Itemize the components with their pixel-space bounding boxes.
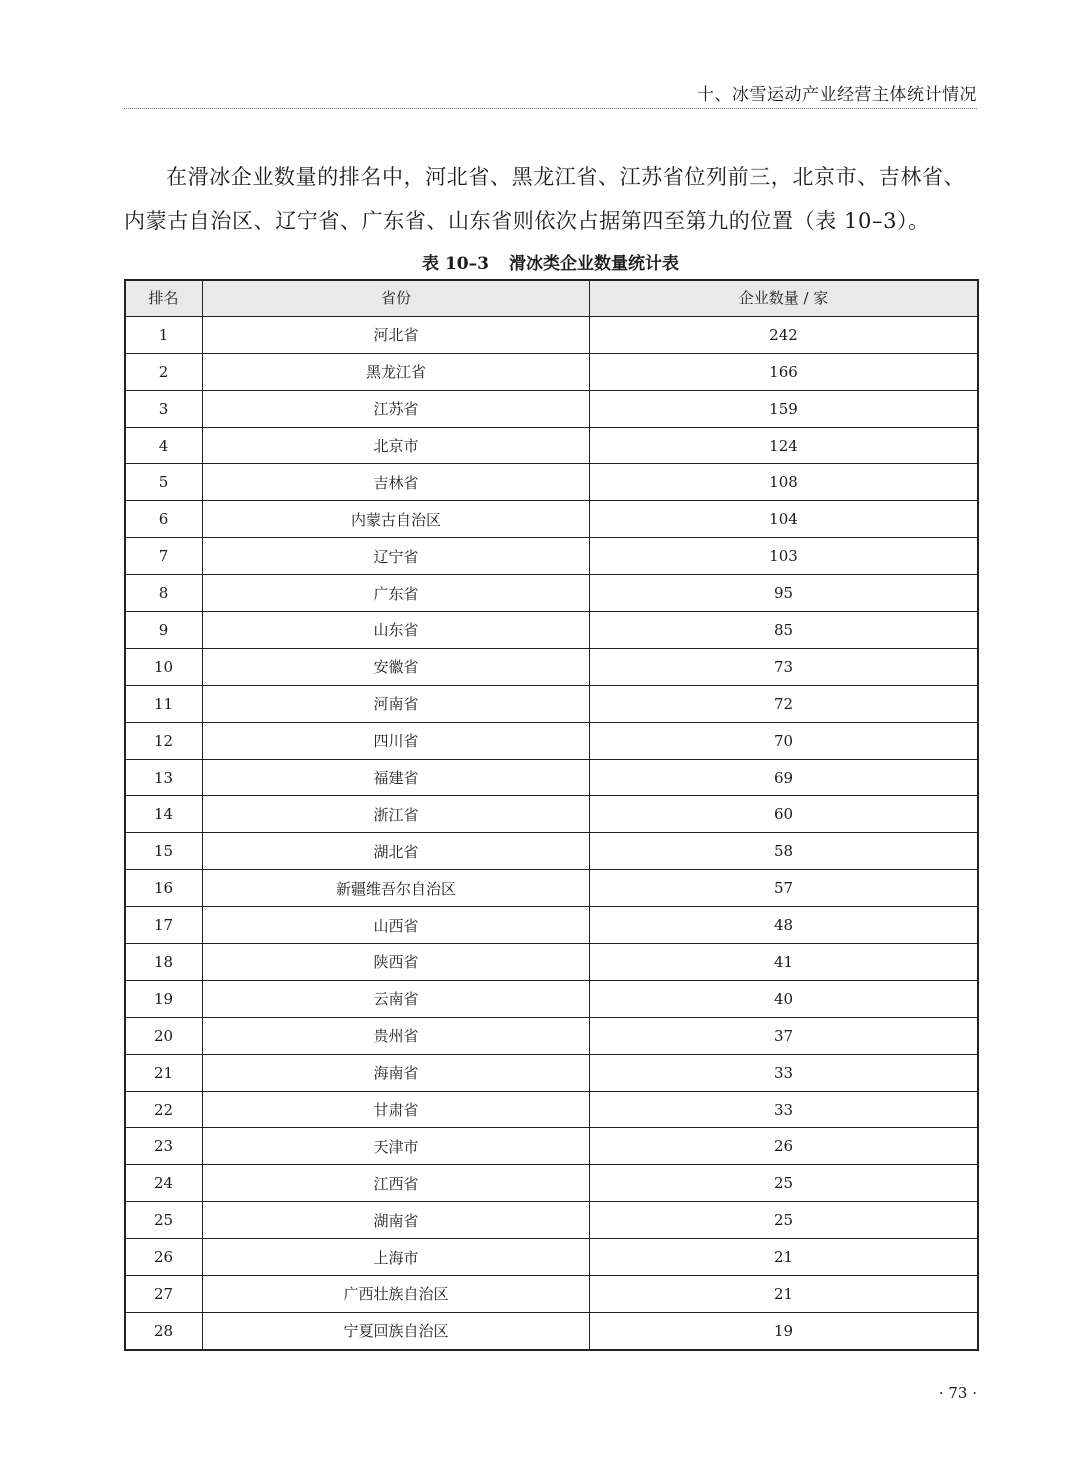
rank-cell: 16: [125, 870, 203, 907]
province-cell: 内蒙古自治区: [203, 501, 590, 538]
rank-cell: 1: [125, 316, 203, 353]
province-cell: 广东省: [203, 575, 590, 612]
count-cell: 25: [590, 1202, 978, 1239]
count-cell: 108: [590, 464, 978, 501]
table-caption: [124, 251, 977, 277]
rank-cell: 18: [125, 944, 203, 981]
table-row: [125, 685, 978, 722]
table-row: [125, 980, 978, 1017]
header-rank: 排名: [125, 280, 203, 317]
table-caption-number: 表 10–3: [422, 254, 489, 274]
rank-cell: 27: [125, 1276, 203, 1313]
province-cell: 江西省: [203, 1165, 590, 1202]
province-cell: 黑龙江省: [203, 353, 590, 390]
table-row: [125, 907, 978, 944]
table-row: [125, 796, 978, 833]
count-cell: 159: [590, 390, 978, 427]
rank-cell: 14: [125, 796, 203, 833]
count-cell: 58: [590, 833, 978, 870]
rank-cell: 10: [125, 648, 203, 685]
province-cell: 云南省: [203, 980, 590, 1017]
province-cell: 山东省: [203, 612, 590, 649]
table-row: [125, 1312, 978, 1349]
province-cell: 甘肃省: [203, 1091, 590, 1128]
table-row: [125, 427, 978, 464]
count-cell: 21: [590, 1276, 978, 1313]
rank-cell: 5: [125, 464, 203, 501]
count-cell: 85: [590, 612, 978, 649]
count-cell: 33: [590, 1054, 978, 1091]
count-cell: 25: [590, 1165, 978, 1202]
province-cell: 山西省: [203, 907, 590, 944]
province-cell: 海南省: [203, 1054, 590, 1091]
rank-cell: 11: [125, 685, 203, 722]
table-row: [125, 1239, 978, 1276]
province-cell: 江苏省: [203, 390, 590, 427]
table-row: [125, 1017, 978, 1054]
province-cell: 河南省: [203, 685, 590, 722]
table-row: [125, 1054, 978, 1091]
province-cell: 浙江省: [203, 796, 590, 833]
rank-cell: 20: [125, 1017, 203, 1054]
table-row: [125, 390, 978, 427]
table-row: [125, 464, 978, 501]
province-cell: 上海市: [203, 1239, 590, 1276]
count-cell: 242: [590, 316, 978, 353]
table-row: [125, 648, 978, 685]
table-row: [125, 538, 978, 575]
table-row: [125, 833, 978, 870]
province-cell: 吉林省: [203, 464, 590, 501]
header-count: 企业数量 / 家: [590, 280, 978, 317]
count-cell: 21: [590, 1239, 978, 1276]
count-cell: 124: [590, 427, 978, 464]
table-row: [125, 870, 978, 907]
table-row: [125, 1165, 978, 1202]
count-cell: 72: [590, 685, 978, 722]
rank-cell: 25: [125, 1202, 203, 1239]
province-cell: 湖北省: [203, 833, 590, 870]
table-row: [125, 759, 978, 796]
table-row: [125, 1128, 978, 1165]
rank-cell: 24: [125, 1165, 203, 1202]
rank-cell: 2: [125, 353, 203, 390]
running-header: [124, 78, 977, 109]
province-cell: 陕西省: [203, 944, 590, 981]
province-cell: 广西壮族自治区: [203, 1276, 590, 1313]
province-cell: 天津市: [203, 1128, 590, 1165]
province-cell: 宁夏回族自治区: [203, 1312, 590, 1349]
province-cell: 安徽省: [203, 648, 590, 685]
count-cell: 26: [590, 1128, 978, 1165]
province-cell: 新疆维吾尔自治区: [203, 870, 590, 907]
table-row: [125, 353, 978, 390]
rank-cell: 26: [125, 1239, 203, 1276]
rank-cell: 13: [125, 759, 203, 796]
count-cell: 57: [590, 870, 978, 907]
table-row: [125, 722, 978, 759]
table-row: [125, 316, 978, 353]
count-cell: 60: [590, 796, 978, 833]
rank-cell: 3: [125, 390, 203, 427]
province-cell: 贵州省: [203, 1017, 590, 1054]
table-caption-title: 滑冰类企业数量统计表: [508, 254, 679, 274]
count-cell: 48: [590, 907, 978, 944]
province-cell: 湖南省: [203, 1202, 590, 1239]
count-cell: 166: [590, 353, 978, 390]
count-cell: 19: [590, 1312, 978, 1349]
province-cell: 四川省: [203, 722, 590, 759]
rank-cell: 21: [125, 1054, 203, 1091]
rank-cell: 19: [125, 980, 203, 1017]
rank-cell: 4: [125, 427, 203, 464]
province-cell: 辽宁省: [203, 538, 590, 575]
province-cell: 北京市: [203, 427, 590, 464]
count-cell: 103: [590, 538, 978, 575]
table-row: [125, 944, 978, 981]
rank-cell: 9: [125, 612, 203, 649]
enterprise-count-table: [124, 279, 978, 1350]
rank-cell: 22: [125, 1091, 203, 1128]
table-row: [125, 1276, 978, 1313]
intro-paragraph: 在滑冰企业数量的排名中，河北省、黑龙江省、江苏省位列前三，北京市、吉林省、内蒙古自治区、辽宁省、广东省、山东省则依次占据第四至第九的位置（表 10–3）。: [124, 165, 966, 233]
count-cell: 70: [590, 722, 978, 759]
rank-cell: 17: [125, 907, 203, 944]
header-province: 省份: [203, 280, 590, 317]
rank-cell: 28: [125, 1312, 203, 1349]
province-cell: 福建省: [203, 759, 590, 796]
rank-cell: 7: [125, 538, 203, 575]
table-row: [125, 501, 978, 538]
count-cell: 40: [590, 980, 978, 1017]
rank-cell: 6: [125, 501, 203, 538]
rank-cell: 15: [125, 833, 203, 870]
count-cell: 73: [590, 648, 978, 685]
count-cell: 104: [590, 501, 978, 538]
count-cell: 33: [590, 1091, 978, 1128]
rank-cell: 12: [125, 722, 203, 759]
count-cell: 95: [590, 575, 978, 612]
page-number: · 73 ·: [938, 1384, 977, 1402]
count-cell: 69: [590, 759, 978, 796]
table-row: [125, 1091, 978, 1128]
province-cell: 河北省: [203, 316, 590, 353]
running-header-text: 十、冰雪运动产业经营主体统计情况: [697, 85, 977, 105]
count-cell: 41: [590, 944, 978, 981]
table-row: [125, 575, 978, 612]
count-cell: 37: [590, 1017, 978, 1054]
rank-cell: 8: [125, 575, 203, 612]
table-row: [125, 612, 978, 649]
rank-cell: 23: [125, 1128, 203, 1165]
table-header-row: [125, 280, 978, 317]
table-row: [125, 1202, 978, 1239]
